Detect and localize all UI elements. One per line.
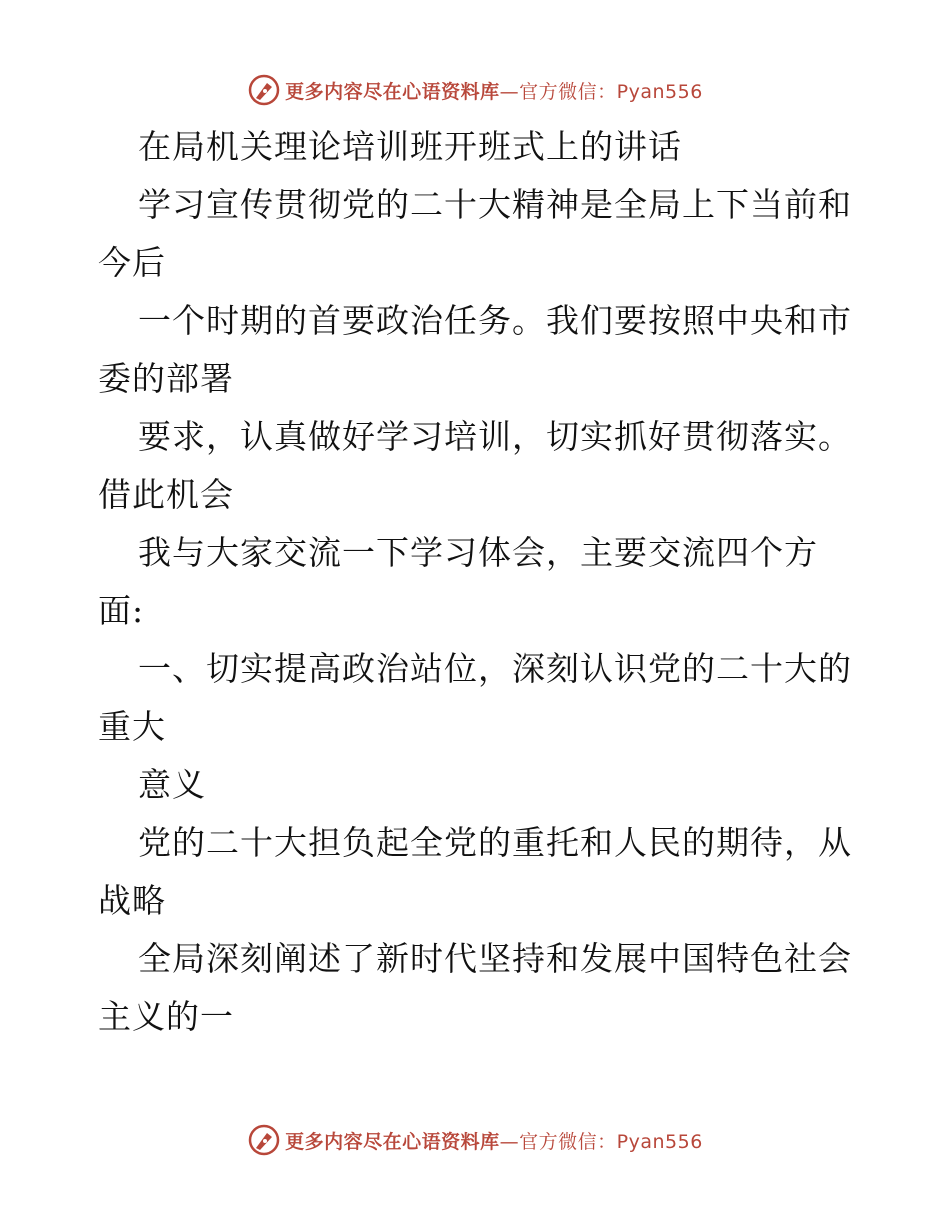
paragraph-line: 党的二十大担负起全党的重托和人民的期待，从 xyxy=(138,823,852,862)
document-body xyxy=(98,118,858,1046)
section-heading-line: 重大 xyxy=(98,707,166,746)
paragraph-line: 今后 xyxy=(98,243,166,282)
paragraph-line: 全局深刻阐述了新时代坚持和发展中国特色社会 xyxy=(138,939,852,978)
paragraph-line: 战略 xyxy=(98,881,166,920)
paragraph-line: 借此机会 xyxy=(98,475,234,514)
pen-nib-logo-icon xyxy=(247,1123,281,1157)
section-heading-line: 意义 xyxy=(138,765,206,804)
paragraph-line: 主义的一 xyxy=(98,997,234,1036)
header-banner xyxy=(0,70,950,110)
paragraph-line: 我与大家交流一下学习体会，主要交流四个方 xyxy=(138,533,818,572)
paragraph-line: 要求，认真做好学习培训，切实抓好贯彻落实。 xyxy=(138,417,852,456)
header-banner-text: 更多内容尽在心语资料库—官方微信：Pyan556 xyxy=(285,80,703,103)
section-heading-line: 一、切实提高政治站位，深刻认识党的二十大的 xyxy=(138,649,852,688)
paragraph-line: 面: xyxy=(98,591,145,630)
document-title: 在局机关理论培训班开班式上的讲话 xyxy=(138,127,682,166)
footer-banner xyxy=(0,1120,950,1160)
footer-banner-text: 更多内容尽在心语资料库—官方微信：Pyan556 xyxy=(285,1130,703,1153)
paragraph-line: 学习宣传贯彻党的二十大精神是全局上下当前和 xyxy=(138,185,852,224)
paragraph-line: 一个时期的首要政治任务。我们要按照中央和市 xyxy=(138,301,852,340)
paragraph-line: 委的部署 xyxy=(98,359,234,398)
pen-nib-logo-icon xyxy=(247,73,281,107)
